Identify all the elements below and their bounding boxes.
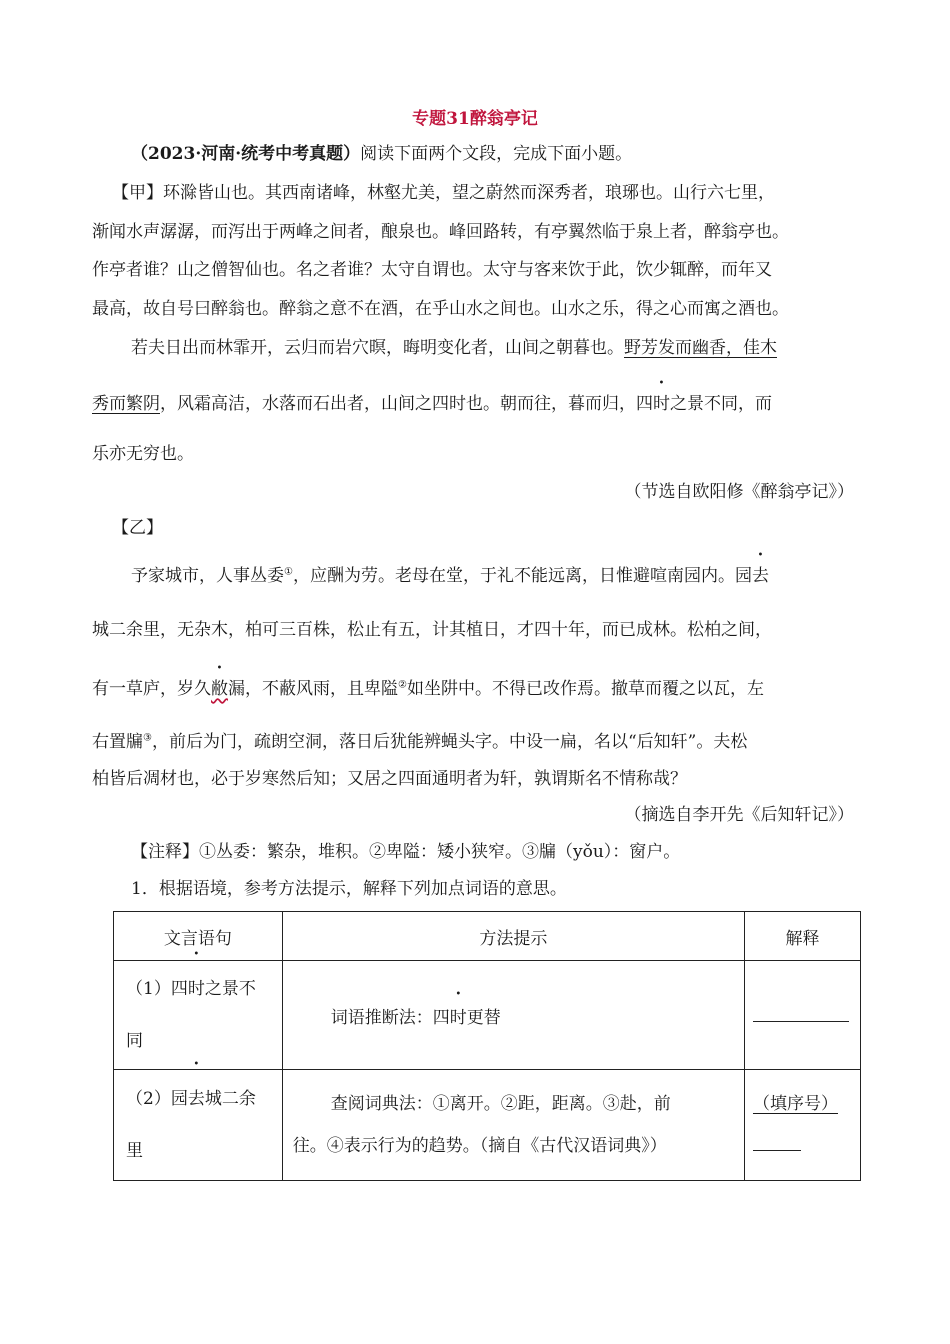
dotted-word-bi: 敝	[211, 679, 228, 699]
jia-line-1: 【甲】环滁皆山也。其西南诸峰，林壑尤美，望之蔚然而深秀者，琅琊也。山行六七里，	[112, 183, 775, 203]
jia-line-5: 若夫日出而林霏开，云归而岩穴暝，晦明变化者，山间之朝暮也。野芳发而幽香，佳木	[131, 338, 777, 358]
yi-line-3: 有一草庐，岁久敝漏，不蔽风雨，且卑隘②如坐阱中。不得已改作焉。撤草而覆之以瓦，左	[92, 679, 764, 699]
yi-citation: （摘选自李开先《后知轩记》）	[624, 805, 854, 825]
yi-line-4: 右置牖③，前后为门，疏朗空洞，落日后犹能辨蝇头字。中设一扁，名以“后知轩”。夫松	[92, 732, 748, 752]
dotted-word-shi: 时	[449, 1007, 467, 1028]
note-ref-1: ①	[284, 566, 293, 578]
page-title: 专题31醉翁亭记	[412, 109, 538, 129]
underlined-phrase: 野芳发而幽香，佳木	[624, 338, 777, 358]
underlined-phrase-cont: 秀而繁阴	[92, 394, 160, 414]
row1-answer[interactable]	[744, 961, 860, 1070]
row2-method: 查阅词典法：①离开。②距，距离。③赴，前 往。④表示行为的趋势。（摘自《古代汉语词典》）	[282, 1070, 744, 1181]
exam-source: （2023·河南·统考中考真题）	[131, 144, 361, 164]
intro-line	[131, 142, 632, 166]
row1-sentence: （1）四时之景不 同	[114, 961, 283, 1070]
yi-label: 【乙】	[112, 518, 163, 538]
instruction: 阅读下面两个文段，完成下面小题。	[360, 144, 633, 164]
header-sentence: 文言语句	[114, 912, 283, 961]
answer-table	[113, 911, 861, 1181]
row2-sentence: （2）园去城二余 里	[114, 1070, 283, 1181]
note-ref-3: ③	[143, 732, 152, 744]
yi-line-5: 柏皆后凋材也，必于岁寒然后知；又居之四面通明者为轩，孰谓斯名不情称哉？	[92, 769, 687, 789]
answer-blank[interactable]	[753, 1132, 801, 1151]
jia-line-6: 秀而繁阴，风霜高洁，水落而石出者，山间之四时也。朝而往，暮而归，四时之景不同，而	[92, 394, 772, 414]
jia-line-3: 作亭者谁？山之僧智仙也。名之者谁？太守自谓也。太守与客来饮于此，饮少辄醉，而年又	[92, 260, 772, 280]
dotted-word-qu: 去	[187, 1089, 205, 1109]
annotations: 【注释】①丛委：繁杂，堆积。②卑隘：矮小狭窄。③牖（yǒu）：窗户。	[131, 842, 681, 862]
jia-citation: （节选自欧阳修《醉翁亭记》）	[624, 482, 854, 502]
dotted-word-qu: 去	[751, 566, 769, 586]
note-ref-2: ②	[398, 679, 407, 691]
row2-answer[interactable]	[744, 1070, 860, 1181]
row1-method: 词语推断法：四时更替	[282, 961, 744, 1070]
fill-hint: （填序号）	[752, 1094, 838, 1114]
table-row	[114, 961, 861, 1070]
yi-line-2: 城二余里，无杂木，柏可三百株，松止有五，计其植日，才四十年，而已成林。松柏之间，	[92, 620, 772, 640]
answer-blank[interactable]	[753, 1003, 849, 1022]
table-header-row	[114, 912, 861, 961]
header-method: 方法提示	[282, 912, 744, 961]
dotted-word-shi: 时	[653, 394, 670, 414]
jia-line-7: 乐亦无穷也。	[92, 444, 194, 464]
jia-line-2: 渐闻水声潺潺，而泻出于两峰之间者，酿泉也。峰回路转，有亭翼然临于泉上者，醉翁亭也。	[92, 222, 789, 242]
jia-line-4: 最高，故自号曰醉翁也。醉翁之意不在酒，在乎山水之间也。山水之乐，得之心而寓之酒也。	[92, 299, 789, 319]
jia-label: 【甲】	[112, 183, 163, 203]
table-row	[114, 1070, 861, 1181]
question-1: 1．根据语境，参考方法提示，解释下列加点词语的意思。	[131, 879, 567, 899]
header-explanation: 解释	[744, 912, 860, 961]
yi-line-1: 予家城市，人事丛委①，应酬为劳。老母在堂，于礼不能远离，日惟避喧南园内。园去	[131, 566, 769, 586]
dotted-word-shi: 时	[187, 979, 205, 999]
